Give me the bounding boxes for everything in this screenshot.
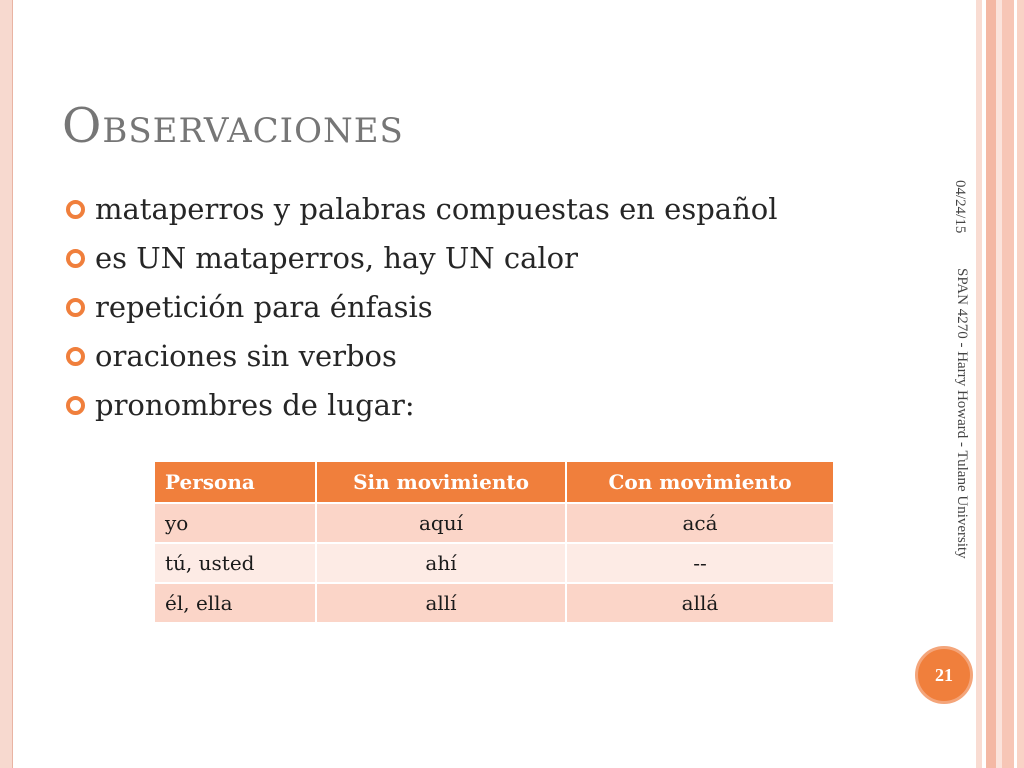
right-stripe-decoration xyxy=(976,0,1024,768)
table-cell: allá xyxy=(566,583,834,622)
bullet-text: oraciones sin verbos xyxy=(95,338,397,373)
table-cell: aquí xyxy=(316,503,566,543)
stripe xyxy=(1017,0,1024,768)
bullet-circle-icon xyxy=(66,200,85,219)
bullet-text: mataperros y palabras compuestas en español xyxy=(95,191,778,226)
bullet-item xyxy=(66,282,777,331)
pronoun-table xyxy=(155,462,835,622)
bullet-item xyxy=(66,331,777,380)
bullet-item xyxy=(66,380,777,429)
bullet-text: pronombres de lugar: xyxy=(95,387,415,422)
table-row xyxy=(155,503,834,543)
table-cell: acá xyxy=(566,503,834,543)
bullet-circle-icon xyxy=(66,249,85,268)
bullet-item xyxy=(66,184,777,233)
column-header-con-movimiento: Con movimiento xyxy=(566,462,834,503)
bullet-text: es UN mataperros, hay UN calor xyxy=(95,240,578,275)
bullet-item xyxy=(66,233,777,282)
column-header-sin-movimiento: Sin movimiento xyxy=(316,462,566,503)
bullet-circle-icon xyxy=(66,298,85,317)
stripe xyxy=(986,0,996,768)
table-cell: allí xyxy=(316,583,566,622)
bullet-list xyxy=(66,184,777,429)
bullet-circle-icon xyxy=(66,347,85,366)
table-header-row xyxy=(155,462,834,503)
slide-footer: SPAN 4270 - Harry Howard - Tulane University xyxy=(954,268,970,559)
slide-title: Observaciones xyxy=(62,98,404,154)
slide-date: 04/24/15 xyxy=(952,180,968,234)
table-row xyxy=(155,583,834,622)
bullet-text: repetición para énfasis xyxy=(95,289,433,324)
left-border-decoration xyxy=(0,0,13,768)
table-cell: -- xyxy=(566,543,834,583)
page-number-badge: 21 xyxy=(915,646,973,704)
column-header-persona: Persona xyxy=(155,462,316,503)
table-cell: ahí xyxy=(316,543,566,583)
table-cell: tú, usted xyxy=(155,543,316,583)
table-cell: él, ella xyxy=(155,583,316,622)
table-cell: yo xyxy=(155,503,316,543)
bullet-circle-icon xyxy=(66,396,85,415)
stripe xyxy=(1002,0,1014,768)
table-row xyxy=(155,543,834,583)
